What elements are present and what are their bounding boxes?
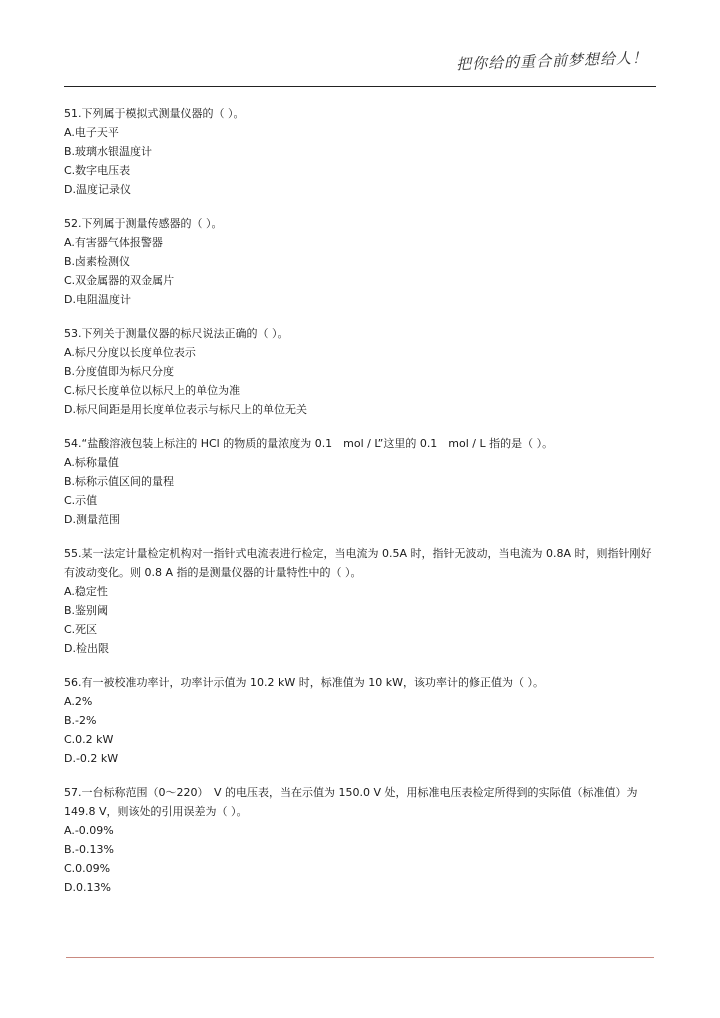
option-c: C.死区	[64, 623, 98, 636]
question-stem: 54.“盐酸溶液包装上标注的 HCl 的物质的量浓度为 0.1 mol / L”这里的 0.1 mol / L 指的是（ ）。	[64, 437, 554, 450]
option-b: B.-2%	[64, 714, 97, 727]
question-stem: 57.一台标称范围（0～220） V 的电压表，当在示值为 150.0 V 处，用标准电压表检定所得到的实际值（标准值）为 149.8 V，则该处的引用误差为（ ）。	[64, 786, 638, 818]
footer-divider	[66, 957, 654, 958]
question-53	[64, 324, 660, 419]
option-b: B.分度值即为标尺分度	[64, 365, 175, 378]
option-a: A.电子天平	[64, 126, 119, 139]
option-d: D.测量范围	[64, 513, 120, 526]
question-51	[64, 104, 660, 199]
option-a: A.稳定性	[64, 585, 108, 598]
question-list	[64, 104, 660, 912]
option-c: C.0.2 kW	[64, 733, 114, 746]
option-d: D.温度记录仪	[64, 183, 131, 196]
option-a: A.标称量值	[64, 456, 119, 469]
option-b: B.标称示值区间的量程	[64, 475, 175, 488]
question-52	[64, 214, 660, 309]
question-54	[64, 434, 660, 529]
option-a: A.2%	[64, 695, 93, 708]
option-b: B.-0.13%	[64, 843, 114, 856]
option-d: D.-0.2 kW	[64, 752, 119, 765]
option-d: D.电阻温度计	[64, 293, 131, 306]
question-stem: 52.下列属于测量传感器的（ ）。	[64, 217, 223, 230]
option-b: B.卤素检测仪	[64, 255, 131, 268]
question-56	[64, 673, 660, 768]
option-a: A.-0.09%	[64, 824, 114, 837]
option-b: B.玻璃水银温度计	[64, 145, 153, 158]
option-a: A.标尺分度以长度单位表示	[64, 346, 196, 359]
question-stem: 56.有一被校准功率计，功率计示值为 10.2 kW 时，标准值为 10 kW，该功率计的修正值为（ ）。	[64, 676, 544, 689]
option-c: C.数字电压表	[64, 164, 131, 177]
option-d: D.检出限	[64, 642, 109, 655]
option-c: C.0.09%	[64, 862, 111, 875]
question-stem: 51.下列属于模拟式测量仪器的（ ）。	[64, 107, 245, 120]
option-c: C.双金属器的双金属片	[64, 274, 175, 287]
header-divider	[64, 86, 656, 87]
option-c: C.标尺长度单位以标尺上的单位为准	[64, 384, 241, 397]
option-a: A.有害器气体报警器	[64, 236, 163, 249]
option-d: D.0.13%	[64, 881, 111, 894]
header-slogan: 把你给的重合前梦想给人！	[455, 48, 649, 74]
question-55	[64, 544, 660, 658]
question-stem: 53.下列关于测量仪器的标尺说法正确的（ ）。	[64, 327, 289, 340]
question-stem: 55.某一法定计量检定机构对一指针式电流表进行检定，当电流为 0.5A 时，指针无波动，当电流为 0.8A 时，则指针刚好有波动变化。则 0.8 A 指的是测量仪器的计量特性中的（ ）。	[64, 547, 652, 579]
option-c: C.示值	[64, 494, 98, 507]
question-57	[64, 783, 660, 897]
option-d: D.标尺间距是用长度单位表示与标尺上的单位无关	[64, 403, 307, 416]
option-b: B.鉴别阈	[64, 604, 109, 617]
